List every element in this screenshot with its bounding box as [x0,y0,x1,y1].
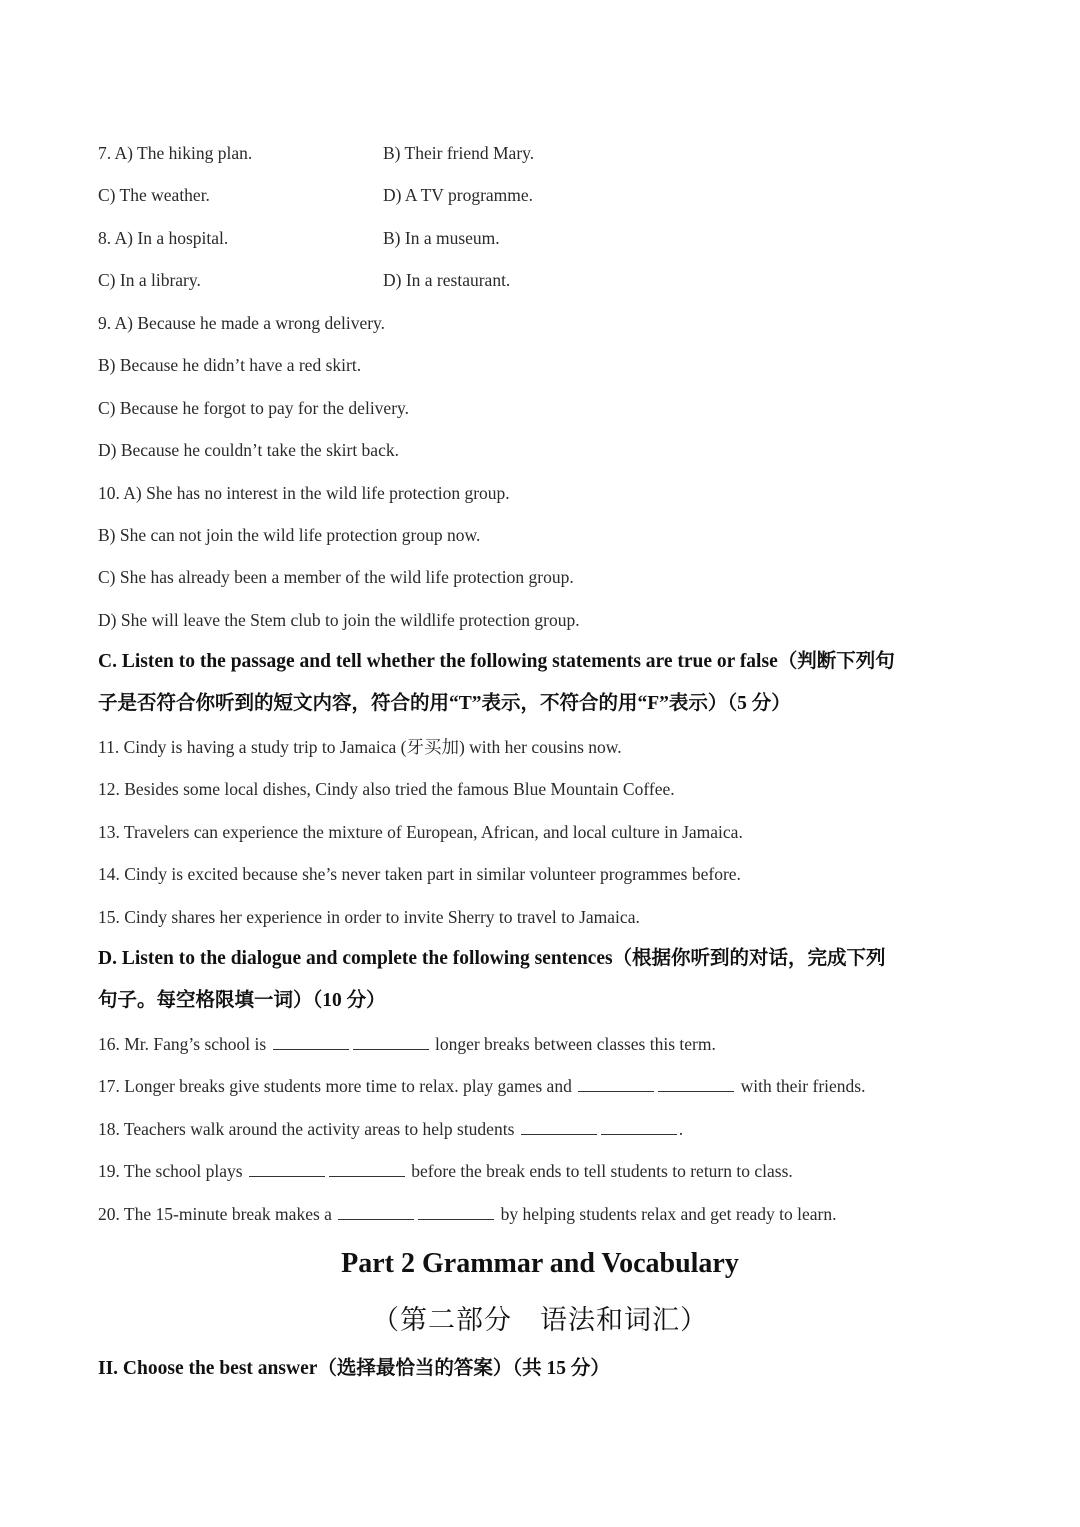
q10-option-c: C) She has already been a member of the wild life protection group. [98,567,574,587]
q8-option-b: B) In a museum. [383,228,500,248]
q18-text-after: . [678,1119,684,1139]
fill-sentence-20 [98,1203,836,1225]
q19-text-after: before the break ends to tell students to return to class. [411,1161,793,1181]
q8-option-c: C) In a library. [98,270,201,290]
q20-blank-1[interactable] [338,1203,414,1220]
q20-blank-2[interactable] [418,1203,494,1220]
tf-statement-13: 13. Travelers can experience the mixture of European, African, and local culture in Jamaica. [98,822,743,842]
q18-text-before: 18. Teachers walk around the activity areas to help students [98,1119,515,1139]
tf-statement-15: 15. Cindy shares her experience in order to invite Sherry to travel to Jamaica. [98,907,640,927]
q16-text-before: 16. Mr. Fang’s school is [98,1034,267,1054]
q10-option-d: D) She will leave the Stem club to join the wildlife protection group. [98,610,580,630]
section-d-heading-line2: 句子。每空格限填一词）（10 分） [98,990,386,1011]
q10-option-a: 10. A) She has no interest in the wild life protection group. [98,483,510,503]
fill-sentence-19 [98,1160,793,1182]
tf-statement-14: 14. Cindy is excited because she’s never taken part in similar volunteer programmes before. [98,864,741,884]
fill-sentence-16 [98,1033,716,1055]
q7-option-c: C) The weather. [98,185,210,205]
q9-option-d: D) Because he couldn’t take the skirt back. [98,440,399,460]
section-2-heading: II. Choose the best answer（选择最恰当的答案）（共 15 分） [98,1358,610,1379]
q17-text-after: with their friends. [740,1076,866,1096]
q19-blank-1[interactable] [249,1160,325,1177]
q9-option-c: C) Because he forgot to pay for the delivery. [98,398,410,418]
tf-statement-11: 11. Cindy is having a study trip to Jamaica (牙买加) with her cousins now. [98,737,622,757]
q17-text-before: 17. Longer breaks give students more time to relax. play games and [98,1076,572,1096]
q9-option-a: 9. A) Because he made a wrong delivery. [98,313,386,333]
q8-row-1 [98,227,500,249]
q20-text-before: 20. The 15-minute break makes a [98,1204,332,1224]
fill-sentence-17 [98,1075,865,1097]
q7-row-2 [98,184,534,206]
q9-option-b: B) Because he didn’t have a red skirt. [98,355,362,375]
q7-option-b: B) Their friend Mary. [383,143,535,163]
part2-title: Part 2 Grammar and Vocabulary [341,1248,739,1279]
q7-row-1 [98,142,535,164]
q16-text-after: longer breaks between classes this term. [434,1034,716,1054]
fill-sentence-18 [98,1118,683,1140]
section-d-heading-line1: D. Listen to the dialogue and complete the following sentences（根据你听到的对话，完成下列 [98,948,886,969]
tf-statement-12: 12. Besides some local dishes, Cindy also tried the famous Blue Mountain Coffee. [98,779,675,799]
q17-blank-2[interactable] [658,1075,734,1092]
section-c-heading-line2: 子是否符合你听到的短文内容，符合的用“T”表示，不符合的用“F”表示）（5 分） [98,693,791,714]
q19-text-before: 19. The school plays [98,1161,243,1181]
section-c-heading-line1: C. Listen to the passage and tell whether the following statements are true or false（判断下列句 [98,651,895,672]
q7-option-d: D) A TV programme. [383,185,534,205]
q7-option-a: 7. A) The hiking plan. [98,143,253,163]
part2-subtitle: （第二部分 语法和词汇） [372,1305,708,1335]
q8-row-2 [98,269,511,291]
q10-option-b: B) She can not join the wild life protection group now. [98,525,481,545]
q20-text-after: by helping students relax and get ready to learn. [500,1204,837,1224]
q16-blank-1[interactable] [273,1033,349,1050]
q18-blank-1[interactable] [521,1118,597,1135]
q16-blank-2[interactable] [353,1033,429,1050]
q17-blank-1[interactable] [578,1075,654,1092]
q18-blank-2[interactable] [601,1118,677,1135]
q19-blank-2[interactable] [329,1160,405,1177]
q8-option-a: 8. A) In a hospital. [98,228,229,248]
q8-option-d: D) In a restaurant. [383,270,511,290]
